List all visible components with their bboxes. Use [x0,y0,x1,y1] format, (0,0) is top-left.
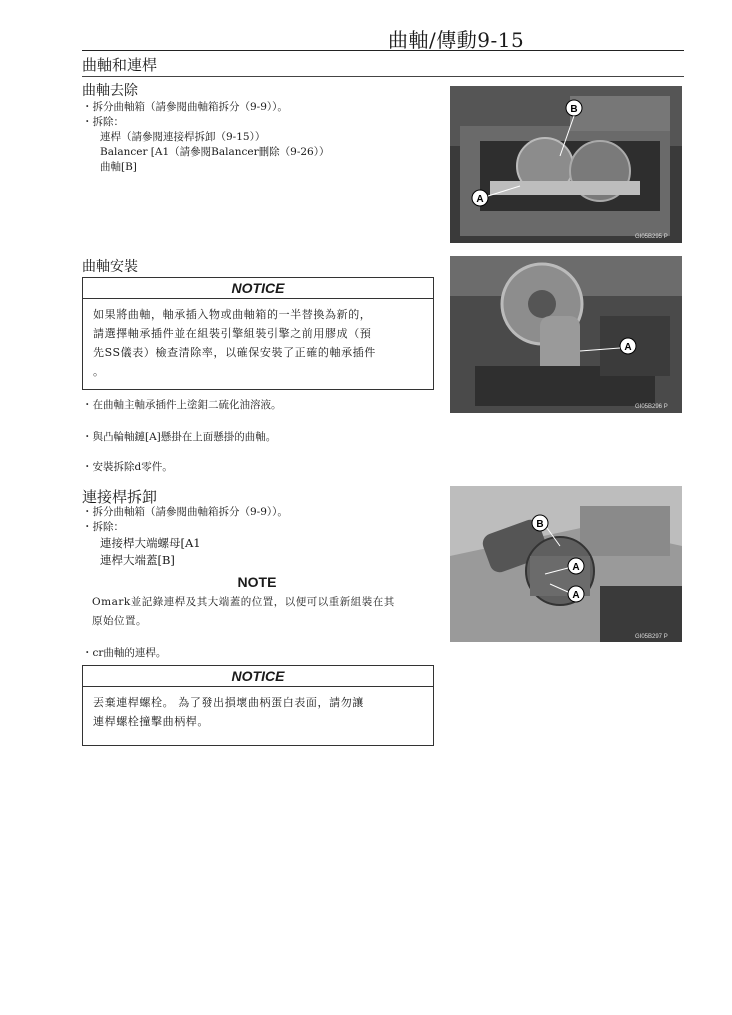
removal-step-2: ・拆除： [82,116,124,128]
conrod-step-3: ・cr曲軸的連桿。 [82,647,167,659]
removal-item-balancer: Balancer [A1（請參閱Balancer刪除（9-26）） [100,146,330,158]
install-heading: 曲軸安裝 [82,259,138,275]
conrod-notice-title: NOTICE [83,666,433,687]
figure1-label-b: B [570,104,578,115]
install-notice-line: 先SS儀表）檢查清除率，以確保安裝了正確的軸承插件 [93,346,376,359]
figure-conrod-removal [450,486,682,642]
conrod-notice-line: 連桿螺栓撞擊曲柄桿。 [93,715,209,728]
install-notice-box [82,277,434,390]
install-notice-title: NOTICE [83,278,433,299]
install-notice-text [83,299,433,381]
conrod-steps [82,505,288,569]
install-notice-line: 。 [93,365,105,378]
conrod-heading: 連接桿拆卸 [82,488,158,506]
conrod-note-text [92,593,395,631]
removal-item-conrod: 連桿（請參閱連接桿拆卸（9-15）） [100,131,266,143]
removal-heading: 曲軸去除 [82,83,138,99]
install-step-2: ・與凸輪軸鏈[A]懸掛在上面懸掛的曲軸。 [82,431,277,443]
figure1-code: GI05B295 P [635,234,668,240]
figure2-code: GI05B296 P [635,404,668,410]
conrod-note-line: 原始位置。 [92,615,147,627]
conrod-notice-box [82,665,434,746]
section-title: 曲軸和連桿 [82,56,158,74]
conrod-notice-text [83,687,433,731]
figure1-label-a: A [476,194,484,205]
install-step-3: ・安裝拆除d零件。 [82,461,173,473]
conrod-step-1: ・拆分曲軸箱（請參閱曲軸箱拆分（9-9））。 [82,506,288,518]
removal-steps [82,100,329,175]
conrod-item-cap: 連桿大端蓋[B] [100,553,175,567]
conrod-step-2: ・拆除： [82,521,124,533]
section-rule [82,76,684,77]
conrod-note-line: Omark並記錄連桿及其大端蓋的位置，以便可以重新組裝在其 [92,596,395,608]
figure2-label-a: A [624,342,632,353]
install-step-1: ・在曲軸主軸承插件上塗鉬二硫化油溶液。 [82,399,282,411]
figure3-code: GI05B297 P [635,634,668,640]
page-header-title: 曲軸/傳動9-15 [388,28,525,52]
install-notice-line: 請選擇軸承插件並在組裝引擎組裝引擎之前用膠成（預 [93,327,372,340]
conrod-item-nut: 連接桿大端螺母[A1 [100,536,201,550]
removal-item-crankshaft: 曲軸[B] [100,161,137,173]
header-rule [82,50,684,51]
conrod-notice-line: 丟棄連桿螺栓。 為了發出損壞曲柄蛋白表面，請勿讓 [93,696,364,709]
removal-step-1: ・拆分曲軸箱（請參閱曲軸箱拆分（9-9））。 [82,101,288,113]
figure3-label-a1: A [572,562,580,573]
install-notice-line: 如果將曲軸，軸承插入物或曲軸箱的一半替換為新的， [93,308,372,321]
figure3-label-b: B [536,519,544,530]
figure-crankshaft-removal [450,86,682,243]
conrod-note-title: NOTE [237,574,277,590]
figure3-label-a2: A [572,590,580,601]
figure-crankshaft-installation [450,256,682,413]
